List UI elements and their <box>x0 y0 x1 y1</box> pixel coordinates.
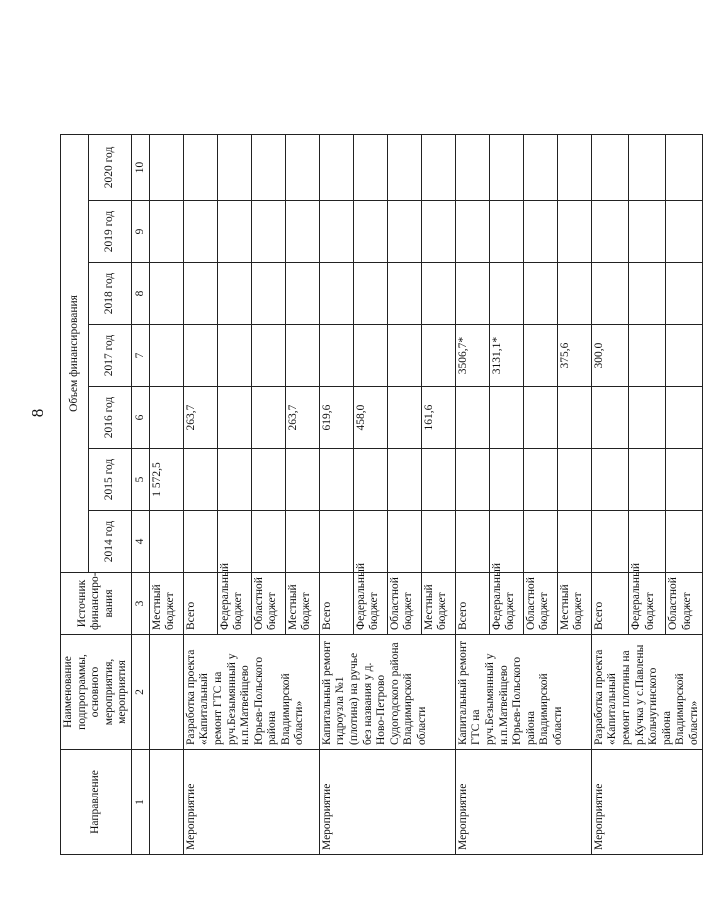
header-volume: Объем финансирования <box>61 134 89 572</box>
value-cell <box>251 263 285 325</box>
header-year: 2017 год <box>89 325 132 387</box>
value-cell: 458,0 <box>353 387 387 449</box>
measure-name: Капитальный ремонт гидроузла №1 (плотина) на ручье без названия у д. Ново-Петрово Судогодского района Владимирской области <box>319 635 455 750</box>
source-cell: Всего <box>183 573 217 635</box>
table-row <box>319 134 353 854</box>
value-cell <box>387 387 421 449</box>
value-cell <box>628 449 665 511</box>
name-cell <box>149 635 183 750</box>
value-cell <box>149 201 183 263</box>
source-cell: Федеральный бюджет <box>353 573 387 635</box>
value-cell <box>421 263 455 325</box>
column-number: 2 <box>131 635 149 750</box>
column-number: 6 <box>131 387 149 449</box>
header-year: 2016 год <box>89 387 132 449</box>
value-cell <box>319 449 353 511</box>
source-cell: Областной бюджет <box>666 573 703 635</box>
table-row <box>455 134 489 854</box>
value-cell <box>523 387 557 449</box>
value-cell <box>628 387 665 449</box>
header-direction: Направление <box>61 750 132 855</box>
value-cell <box>489 449 523 511</box>
rotated-table-container <box>60 135 700 855</box>
value-cell <box>285 449 319 511</box>
source-cell: Всего <box>319 573 353 635</box>
column-number: 8 <box>131 263 149 325</box>
value-cell <box>628 201 665 263</box>
value-cell <box>251 201 285 263</box>
value-cell <box>353 325 387 387</box>
value-cell <box>251 387 285 449</box>
value-cell <box>455 387 489 449</box>
value-cell <box>285 201 319 263</box>
table-row <box>591 134 628 854</box>
value-cell <box>183 511 217 573</box>
value-cell <box>557 263 591 325</box>
direction-cell: Мероприятие <box>183 750 319 855</box>
value-cell: 619,6 <box>319 387 353 449</box>
header-name: Наименование подпрограммы, основного мероприятия, мероприятия <box>61 635 132 750</box>
value-cell <box>421 449 455 511</box>
value-cell <box>251 511 285 573</box>
value-cell <box>217 325 251 387</box>
direction-cell: Мероприятие <box>591 750 703 855</box>
value-cell <box>353 449 387 511</box>
value-cell <box>489 134 523 200</box>
column-number: 1 <box>131 750 149 855</box>
value-cell <box>455 449 489 511</box>
value-cell <box>489 201 523 263</box>
value-cell <box>523 325 557 387</box>
value-cell <box>183 325 217 387</box>
value-cell <box>353 263 387 325</box>
value-cell <box>557 511 591 573</box>
value-cell <box>251 134 285 200</box>
value-cell <box>628 325 665 387</box>
source-cell: Федеральный бюджет <box>217 573 251 635</box>
value-cell <box>285 325 319 387</box>
value-cell <box>353 201 387 263</box>
value-cell <box>353 134 387 200</box>
header-year: 2014 год <box>89 511 132 573</box>
value-cell <box>149 134 183 200</box>
source-cell: Областной бюджет <box>387 573 421 635</box>
value-cell <box>183 263 217 325</box>
value-cell <box>591 511 628 573</box>
value-cell: 300,0 <box>591 325 628 387</box>
source-cell: Местный бюджет <box>557 573 591 635</box>
value-cell: 1 572,5 <box>149 449 183 511</box>
column-number: 9 <box>131 201 149 263</box>
value-cell <box>557 449 591 511</box>
header-year: 2019 год <box>89 201 132 263</box>
value-cell <box>455 511 489 573</box>
value-cell <box>387 201 421 263</box>
value-cell: 161,6 <box>421 387 455 449</box>
value-cell <box>421 201 455 263</box>
value-cell <box>285 134 319 200</box>
value-cell <box>149 387 183 449</box>
value-cell: 3131,1* <box>489 325 523 387</box>
value-cell <box>285 511 319 573</box>
value-cell <box>319 511 353 573</box>
value-cell <box>217 387 251 449</box>
value-cell <box>319 263 353 325</box>
value-cell <box>149 263 183 325</box>
column-number: 3 <box>131 573 149 635</box>
value-cell: 375,6 <box>557 325 591 387</box>
value-cell <box>387 511 421 573</box>
header-year: 2020 год <box>89 134 132 200</box>
value-cell <box>666 134 703 200</box>
header-year: 2018 год <box>89 263 132 325</box>
direction-cell <box>149 750 183 855</box>
value-cell <box>455 263 489 325</box>
value-cell <box>523 511 557 573</box>
value-cell <box>217 449 251 511</box>
value-cell <box>557 387 591 449</box>
header-year: 2015 год <box>89 449 132 511</box>
value-cell <box>523 263 557 325</box>
header-source: Источник финансиро-вания <box>61 573 132 635</box>
value-cell <box>666 325 703 387</box>
value-cell <box>591 201 628 263</box>
value-cell <box>666 449 703 511</box>
source-cell: Местный бюджет <box>149 573 183 635</box>
value-cell <box>557 201 591 263</box>
value-cell: 263,7 <box>183 387 217 449</box>
value-cell <box>149 511 183 573</box>
value-cell <box>455 134 489 200</box>
value-cell <box>455 201 489 263</box>
value-cell <box>251 325 285 387</box>
value-cell <box>421 325 455 387</box>
page-number: 8 <box>28 408 47 418</box>
value-cell <box>421 511 455 573</box>
source-cell: Всего <box>455 573 489 635</box>
column-number: 10 <box>131 134 149 200</box>
value-cell <box>666 511 703 573</box>
source-cell: Всего <box>591 573 628 635</box>
value-cell <box>666 263 703 325</box>
table-row <box>183 134 217 854</box>
value-cell <box>183 201 217 263</box>
direction-cell: Мероприятие <box>319 750 455 855</box>
column-number: 4 <box>131 511 149 573</box>
value-cell <box>387 134 421 200</box>
value-cell <box>183 134 217 200</box>
source-cell: Местный бюджет <box>421 573 455 635</box>
value-cell <box>523 449 557 511</box>
value-cell <box>421 134 455 200</box>
source-cell: Федеральный бюджет <box>489 573 523 635</box>
value-cell <box>557 134 591 200</box>
source-cell: Областной бюджет <box>523 573 557 635</box>
value-cell <box>591 449 628 511</box>
column-number: 5 <box>131 449 149 511</box>
value-cell: 3506,7* <box>455 325 489 387</box>
direction-cell: Мероприятие <box>455 750 591 855</box>
source-cell: Федеральный бюджет <box>628 573 665 635</box>
source-cell: Областной бюджет <box>251 573 285 635</box>
value-cell <box>666 201 703 263</box>
value-cell <box>319 134 353 200</box>
value-cell <box>628 263 665 325</box>
value-cell <box>523 201 557 263</box>
measure-name: Капитальный ремонт ГТС на руч.Безымянный у н.п.Матвейщево Юрьев-Польского района Владимирской области <box>455 635 591 750</box>
value-cell <box>149 325 183 387</box>
value-cell <box>217 134 251 200</box>
value-cell <box>387 449 421 511</box>
measure-name: Разработка проекта «Капитальный ремонт плотины на р.Кучка у с.Павлены Кольчугинского района Владимирской области» <box>591 635 703 750</box>
value-cell <box>251 449 285 511</box>
value-cell <box>319 325 353 387</box>
financing-table <box>60 134 703 855</box>
value-cell <box>523 134 557 200</box>
value-cell <box>217 201 251 263</box>
value-cell <box>489 387 523 449</box>
table-row <box>149 134 183 854</box>
value-cell <box>628 134 665 200</box>
value-cell <box>387 325 421 387</box>
column-number: 7 <box>131 325 149 387</box>
value-cell <box>183 449 217 511</box>
value-cell <box>217 263 251 325</box>
value-cell <box>591 134 628 200</box>
value-cell <box>387 263 421 325</box>
measure-name: Разработка проекта «Капитальный ремонт ГТС на руч.Безымянный у н.п.Матвейщево Юрьев-Польского района Владимирской области» <box>183 635 319 750</box>
value-cell <box>591 387 628 449</box>
value-cell <box>489 263 523 325</box>
value-cell <box>666 387 703 449</box>
value-cell <box>591 263 628 325</box>
value-cell <box>319 201 353 263</box>
value-cell <box>285 263 319 325</box>
source-cell: Местный бюджет <box>285 573 319 635</box>
value-cell: 263,7 <box>285 387 319 449</box>
